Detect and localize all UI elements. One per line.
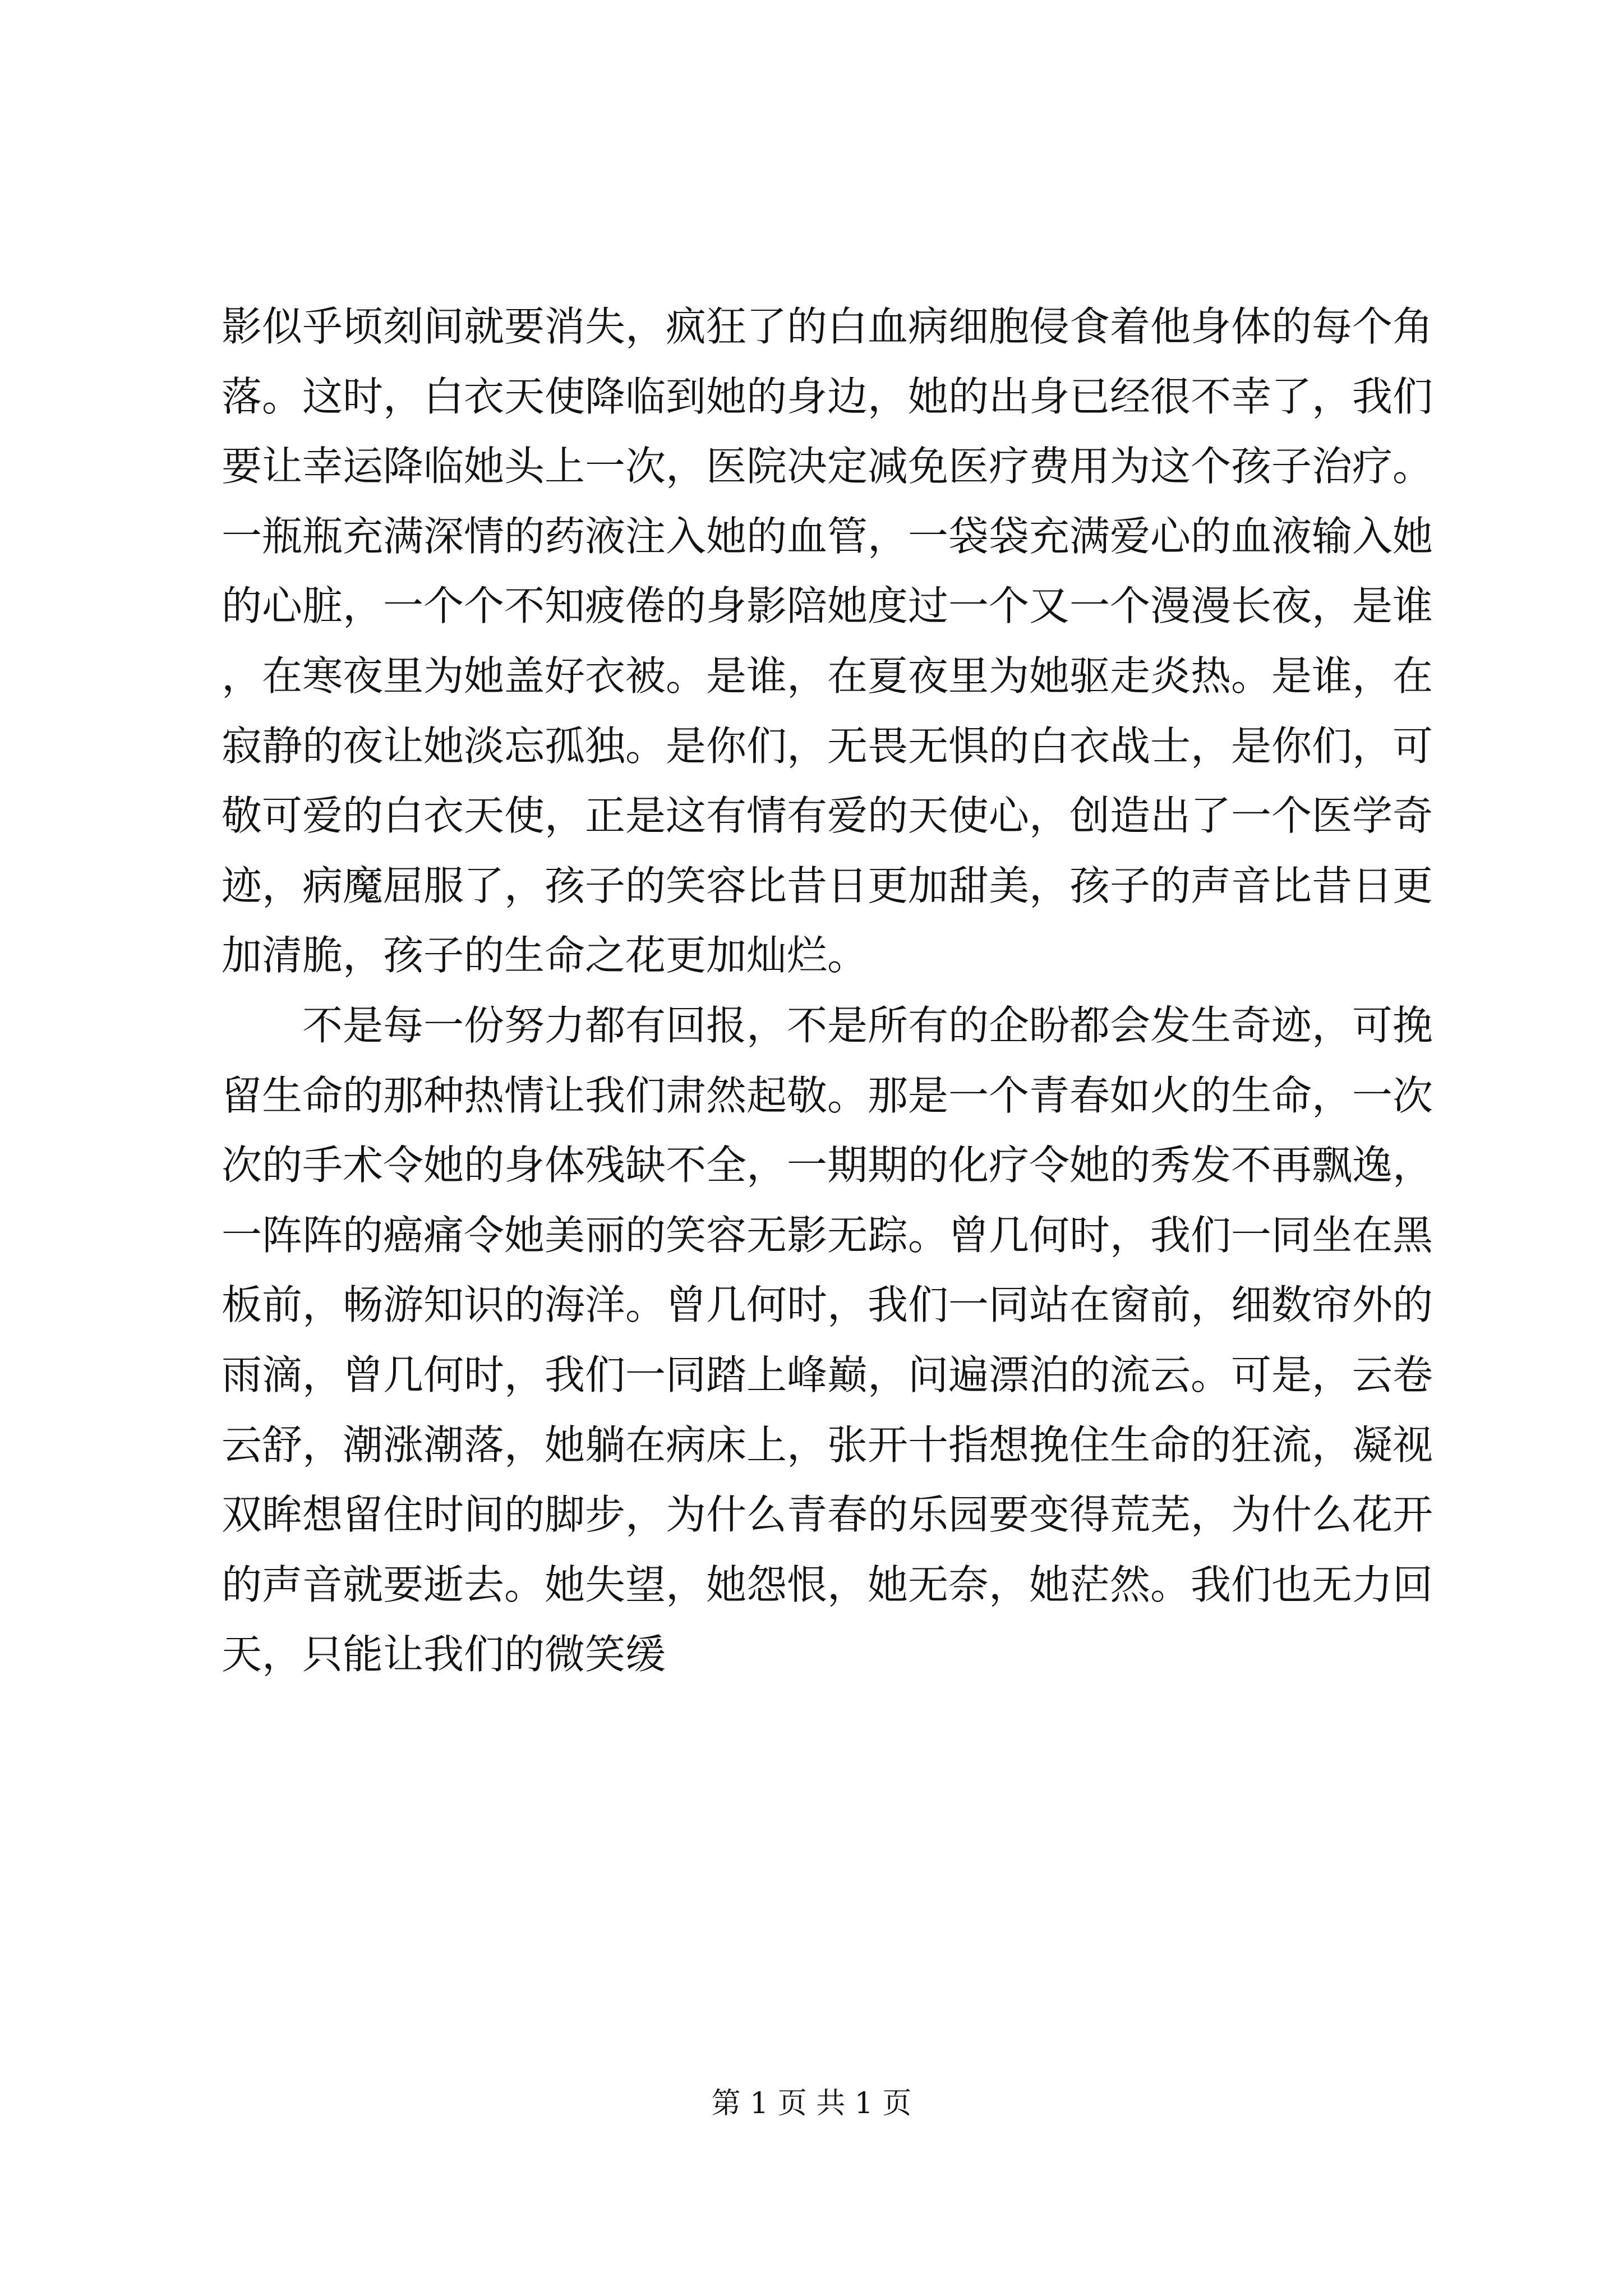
paragraph-1: 影似乎顷刻间就要消失，疯狂了的白血病细胞侵食着他身体的每个角落。这时，白衣天使降临到她的身边，她的出身已经很不幸了，我们要让幸运降临她头上一次，医院决定减免医疗费用为这个孩子治疗。一瓶瓶充满深情的药液注入她的血管，一袋袋充满爱心的血液输入她的心脏，一个个不知疲倦的身影陪她度过一个又一个漫漫长夜，是谁，在寒夜里为她盖好衣被。是谁，在夏夜里为她驱走炎热。是谁，在寂静的夜让她淡忘孤独。是你们，无畏无惧的白衣战士，是你们，可敬可爱的白衣天使，正是这有情有爱的天使心，创造出了一个医学奇迹，病魔屈服了，孩子的笑容比昔日更加甜美，孩子的声音比昔日更加清脆，孩子的生命之花更加灿烂。 xyxy=(222,303,1433,979)
body-text xyxy=(222,292,1433,1690)
page-footer: 第 1 页 共 1 页 xyxy=(711,2087,912,2120)
paragraph-2: 不是每一份努力都有回报，不是所有的企盼都会发生奇迹，可挽留生命的那种热情让我们肃然起敬。那是一个青春如火的生命，一次次的手术令她的身体残缺不全，一期期的化疗令她的秀发不再飘逸，一阵阵的癌痛令她美丽的笑容无影无踪。曾几何时，我们一同坐在黑板前，畅游知识的海洋。曾几何时，我们一同站在窗前，细数帘外的雨滴，曾几何时，我们一同踏上峰巅，问遍漂泊的流云。可是，云卷云舒，潮涨潮落，她躺在病床上，张开十指想挽住生命的狂流，凝视双眸想留住时间的脚步，为什么青春的乐园要变得荒芜，为什么花开的声音就要逝去。她失望，她怨恨，她无奈，她茫然。我们也无力回天，只能让我们的微笑缓 xyxy=(222,1001,1433,1678)
